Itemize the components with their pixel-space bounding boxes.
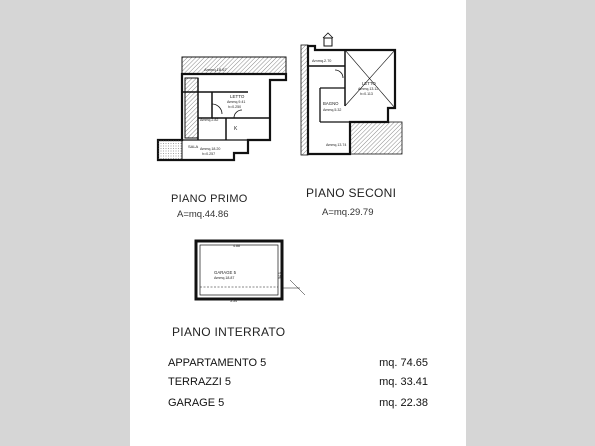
second-floor-plan: [301, 33, 402, 155]
garage-dim-bottom: 5.54: [230, 299, 237, 303]
second-floor-total-area: A=mq.29.79: [322, 207, 374, 218]
second-floor-letto-height: h=0.113: [360, 92, 373, 96]
first-floor-letto-label: LETTO: [230, 94, 245, 99]
garage-dim-side: 3.78: [277, 272, 281, 279]
second-floor-terrace: [350, 122, 402, 154]
summary-value: mq. 74.65: [379, 357, 428, 369]
first-floor-terrace: [182, 57, 286, 74]
first-floor-wc-area: Ammq.2.82: [200, 118, 219, 122]
first-floor-plan: [158, 57, 286, 160]
basement-plan: [196, 241, 305, 299]
garage-area: Ammq.18.87: [214, 276, 235, 280]
second-floor-letto-label: LETTO: [362, 81, 376, 86]
garage-walls: [196, 241, 282, 299]
second-floor-bagno-label: BAGNO: [323, 101, 339, 106]
garage-dim-top: 4.88: [233, 244, 240, 248]
second-floor-top-area: Ammq.2.70: [312, 59, 332, 63]
summary-label: GARAGE 5: [168, 397, 225, 409]
first-floor-sala-height: h=0.257: [202, 152, 216, 156]
first-floor-sala-label: SALA: [188, 144, 199, 149]
summary-row: [168, 397, 438, 411]
second-floor-title: PIANO SECONI: [306, 186, 397, 200]
summary-value: mq. 33.41: [379, 376, 428, 388]
first-floor-total-area: A=mq.44.86: [177, 209, 229, 220]
basement-title: PIANO INTERRATO: [172, 325, 286, 339]
first-floor-letto-height: h=0.250: [228, 105, 242, 109]
garage-label: GARAGE 5: [214, 270, 236, 275]
first-floor-title: PIANO PRIMO: [171, 193, 248, 205]
first-floor-stair: [185, 78, 198, 138]
summary-label: APPARTAMENTO 5: [168, 357, 267, 369]
first-floor-sala-area: Ammq.18.20: [200, 147, 221, 151]
summary-value: mq. 22.38: [379, 397, 428, 409]
summary-row: [168, 357, 438, 371]
summary-label: TERRAZZI 5: [168, 376, 231, 388]
second-floor-terrace-area: Ammq.13.74: [326, 143, 347, 147]
summary-row: [168, 376, 438, 390]
second-floor-letto-area: Ammq.13.12: [358, 87, 379, 91]
floor-plan-sheet: [130, 0, 466, 446]
first-floor-terrace-area: Ammq.18.67: [204, 67, 227, 72]
second-floor-bagno-area: Ammq.5.32: [323, 108, 342, 112]
first-floor-kitchen-label: K: [234, 126, 238, 132]
first-floor-letto-area: Ammq.9.41: [227, 100, 246, 104]
